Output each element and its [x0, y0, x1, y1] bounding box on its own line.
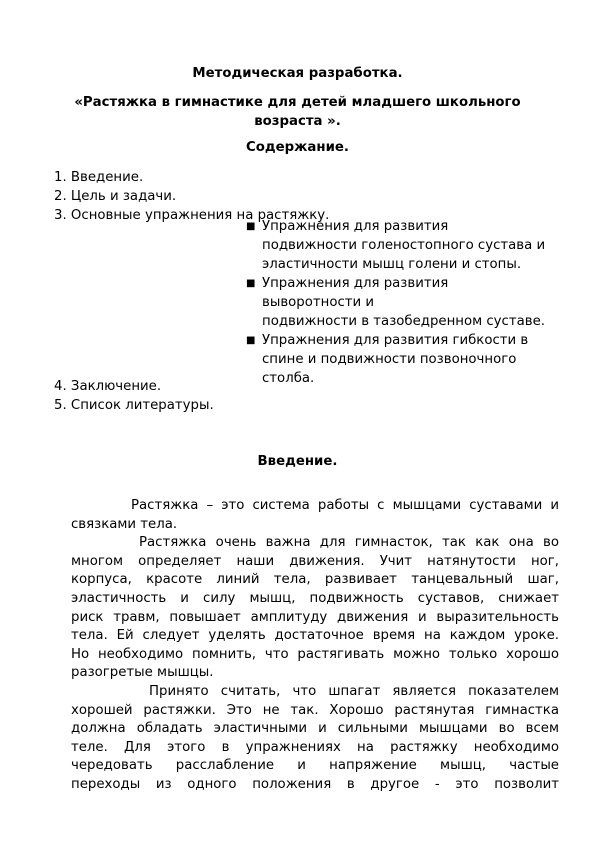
contents-sublist — [246, 217, 576, 388]
paragraph-line: разогретые мышцы. — [71, 665, 214, 681]
contents-subitem: ■ Упражнения для развития гибкости в спине и подвижности позвоночного столба. — [246, 333, 529, 386]
intro-body — [71, 497, 559, 795]
contents-subitem: ■ Упражнения для развития подвижности голеностопного сустава и эластичности мышц голени и стопы. — [246, 219, 546, 272]
paragraph-line: риск травм, повышает амплитуду движения и выразительность — [71, 609, 559, 625]
subtitle-line: возраста ». — [254, 114, 341, 129]
paragraph-line: чередовать расслабление и напряжение мышц, частые — [71, 758, 559, 774]
square-bullet-icon: ■ — [246, 335, 256, 346]
square-bullet-icon: ■ — [246, 221, 256, 232]
paragraph-line: Растяжка очень важна для гимнасток, так как она во — [139, 535, 559, 551]
paragraph-line: должна обладать эластичными и сильными мышцами во всем — [71, 721, 559, 737]
paragraph-line: Растяжка – это система работы с мышцами суставами и — [131, 498, 559, 513]
contents-item: 3. Основные упражнения на растяжку. — [54, 208, 330, 223]
paragraph-line: хорошей растяжки. Это не так. Хорошо растянутая гимнастка — [71, 702, 559, 718]
paragraph-line: многом определяет наши движения. Учит натянутости ног, — [71, 553, 559, 569]
contents-subitem: ■ Упражнения для развития выворотности и подвижности в тазобедренном суставе. — [246, 276, 546, 329]
intro-heading: Введение. — [257, 454, 338, 469]
contents-item: 1. Введение. — [54, 170, 144, 185]
subtitle-line: «Растяжка в гимнастике для детей младшего школьного — [74, 95, 521, 110]
contents-item: 4. Заключение. — [54, 379, 162, 394]
contents-item: 5. Список литературы. — [54, 398, 214, 413]
paragraph-line: Но необходимо помнить, что растягивать можно только хорошо — [71, 646, 559, 662]
paragraph-line: связками тела. — [71, 516, 178, 532]
paragraph-line: Принято считать, что шпагат является показателем — [149, 683, 559, 699]
paragraph-line: переходы из одного положения в другое - это позволит — [71, 776, 559, 792]
contents-item: 2. Цель и задачи. — [54, 189, 177, 204]
paragraph-line: корпуса, красоте линий тела, развивает танцевальный шаг, — [71, 572, 559, 588]
contents-list-continued — [54, 377, 214, 415]
square-bullet-icon: ■ — [246, 278, 256, 289]
contents-heading: Содержание. — [246, 140, 349, 155]
paragraph-line: тела. Ей следует уделять достаточное время на каждом уроке. — [71, 628, 559, 644]
document-subtitle — [0, 93, 595, 131]
paragraph-line: теле. Для этого в упражнениях на растяжку необходимо — [71, 739, 559, 755]
paragraph-line: эластичность и силу мышц, подвижность суставов, снижает — [71, 590, 559, 606]
document-title: Методическая разработка. — [192, 66, 403, 81]
